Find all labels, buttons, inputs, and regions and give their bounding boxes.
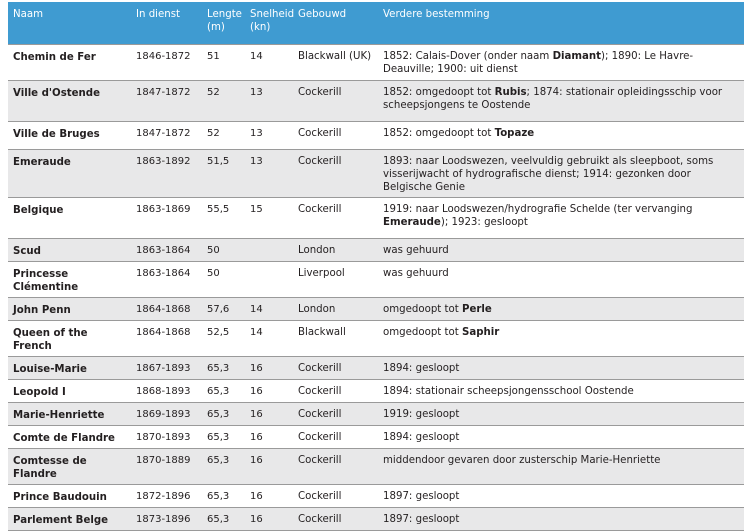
cell-gebouwd: Liverpool (293, 262, 378, 298)
cell-gebouwd: Cockerill (293, 426, 378, 449)
cell-naam: Chemin de Fer (8, 45, 131, 81)
table-row (8, 150, 744, 198)
header-lengte-unit: (m) (207, 22, 225, 33)
cell-naam: Princesse Clémentine (8, 262, 131, 298)
cell-bestemming (378, 298, 744, 321)
header-lengte-label: Lengte (207, 9, 242, 20)
bestemming-text: 1894: gesloopt (383, 432, 460, 443)
cell-in-dienst: 1873-1896 (131, 508, 202, 531)
cell-lengte: 65,3 (202, 357, 245, 380)
bestemming-text: 1852: Calais-Dover (onder naam (383, 51, 553, 62)
cell-bestemming (378, 380, 744, 403)
cell-lengte: 52 (202, 81, 245, 122)
table-row (8, 508, 744, 531)
table-row (8, 357, 744, 380)
cell-snelheid: 16 (245, 357, 293, 380)
bestemming-text: omgedoopt tot (383, 327, 462, 338)
cell-lengte: 65,3 (202, 403, 245, 426)
cell-bestemming (378, 122, 744, 150)
cell-bestemming (378, 485, 744, 508)
ship-name-highlight: Rubis (494, 87, 527, 98)
cell-bestemming (378, 508, 744, 531)
cell-bestemming (378, 150, 744, 198)
bestemming-text: 1919: naar Loodswezen/hydrografie Schelde (ter vervanging (383, 204, 693, 215)
cell-gebouwd: Cockerill (293, 81, 378, 122)
bestemming-text: 1919: gesloopt (383, 409, 460, 420)
cell-lengte: 65,3 (202, 449, 245, 485)
cell-in-dienst: 1870-1893 (131, 426, 202, 449)
ship-name-highlight: Saphir (461, 327, 500, 338)
cell-bestemming (378, 262, 744, 298)
table-row (8, 262, 744, 298)
table-row (8, 198, 744, 239)
cell-lengte: 51 (202, 45, 245, 81)
cell-snelheid (245, 262, 293, 298)
cell-in-dienst: 1863-1892 (131, 150, 202, 198)
cell-bestemming (378, 81, 744, 122)
cell-snelheid: 16 (245, 449, 293, 485)
cell-lengte: 65,3 (202, 426, 245, 449)
bestemming-text: was gehuurd (383, 268, 449, 279)
cell-in-dienst: 1864-1868 (131, 321, 202, 357)
cell-in-dienst: 1846-1872 (131, 45, 202, 81)
header-lengte (202, 2, 245, 45)
cell-in-dienst: 1847-1872 (131, 122, 202, 150)
bestemming-text: was gehuurd (383, 245, 449, 256)
cell-bestemming (378, 357, 744, 380)
cell-naam: Ville d'Ostende (8, 81, 131, 122)
cell-lengte: 65,3 (202, 485, 245, 508)
bestemming-text: middendoor gevaren door zusterschip Marie-Henriette (383, 455, 661, 466)
cell-in-dienst: 1847-1872 (131, 81, 202, 122)
cell-gebouwd: Cockerill (293, 403, 378, 426)
cell-lengte: 51,5 (202, 150, 245, 198)
cell-bestemming (378, 426, 744, 449)
cell-naam: Marie-Henriette (8, 403, 131, 426)
header-bestemming: Verdere bestemming (378, 2, 744, 45)
cell-snelheid: 13 (245, 81, 293, 122)
cell-naam: Parlement Belge (8, 508, 131, 531)
cell-snelheid: 14 (245, 298, 293, 321)
cell-gebouwd: Cockerill (293, 485, 378, 508)
cell-naam: Belgique (8, 198, 131, 239)
cell-snelheid: 14 (245, 321, 293, 357)
cell-bestemming (378, 403, 744, 426)
bestemming-text: 1852: omgedoopt tot (383, 87, 495, 98)
cell-gebouwd: Blackwall (293, 321, 378, 357)
cell-in-dienst: 1868-1893 (131, 380, 202, 403)
cell-naam: Leopold I (8, 380, 131, 403)
ship-name-highlight: Diamant (552, 51, 602, 62)
cell-gebouwd: London (293, 239, 378, 262)
cell-snelheid: 16 (245, 403, 293, 426)
bestemming-text: 1893: naar Loodswezen, veelvuldig gebruikt als sleepboot, soms visserijwacht of hydrografische dienst; 1914: gezonken door Belgische Genie (383, 156, 714, 193)
cell-in-dienst: 1872-1896 (131, 485, 202, 508)
cell-naam: Scud (8, 239, 131, 262)
cell-gebouwd: Blackwall (UK) (293, 45, 378, 81)
cell-snelheid: 16 (245, 508, 293, 531)
cell-naam: Emeraude (8, 150, 131, 198)
cell-lengte: 50 (202, 262, 245, 298)
cell-gebouwd: Cockerill (293, 508, 378, 531)
cell-snelheid: 13 (245, 122, 293, 150)
cell-gebouwd: London (293, 298, 378, 321)
bestemming-text: 1852: omgedoopt tot (383, 128, 495, 139)
table-row (8, 426, 744, 449)
cell-lengte: 55,5 (202, 198, 245, 239)
cell-naam: Queen of the French (8, 321, 131, 357)
table-row (8, 321, 744, 357)
cell-lengte: 57,6 (202, 298, 245, 321)
table-row (8, 81, 744, 122)
cell-snelheid: 16 (245, 485, 293, 508)
table-row (8, 449, 744, 485)
cell-naam: Comte de Flandre (8, 426, 131, 449)
header-in-dienst: In dienst (131, 2, 202, 45)
header-row (8, 2, 744, 45)
cell-gebouwd: Cockerill (293, 198, 378, 239)
bestemming-text: ; 1874: stationair opleidingsschip voor scheepsjongens te Oostende (383, 87, 723, 111)
table-row (8, 45, 744, 81)
cell-snelheid: 14 (245, 45, 293, 81)
cell-gebouwd: Cockerill (293, 380, 378, 403)
cell-snelheid: 16 (245, 380, 293, 403)
cell-naam: Prince Baudouin (8, 485, 131, 508)
cell-bestemming (378, 198, 744, 239)
cell-lengte: 65,3 (202, 380, 245, 403)
table-row (8, 298, 744, 321)
header-snelheid-label: Snelheid (250, 9, 295, 20)
table-row (8, 122, 744, 150)
table-body (8, 45, 744, 531)
cell-gebouwd: Cockerill (293, 357, 378, 380)
cell-bestemming (378, 449, 744, 485)
bestemming-text: 1894: gesloopt (383, 363, 460, 374)
ship-name-highlight: Perle (461, 304, 492, 315)
cell-bestemming (378, 45, 744, 81)
cell-in-dienst: 1863-1869 (131, 198, 202, 239)
cell-naam: Comtesse de Flandre (8, 449, 131, 485)
cell-in-dienst: 1863-1864 (131, 262, 202, 298)
cell-snelheid: 15 (245, 198, 293, 239)
cell-lengte: 50 (202, 239, 245, 262)
cell-naam: Louise-Marie (8, 357, 131, 380)
bestemming-text: 1894: stationair scheepsjongensschool Oostende (383, 386, 634, 397)
bestemming-text: omgedoopt tot (383, 304, 462, 315)
ships-table (8, 2, 744, 531)
cell-in-dienst: 1867-1893 (131, 357, 202, 380)
header-snelheid (245, 2, 293, 45)
bestemming-text: 1897: gesloopt (383, 491, 460, 502)
bestemming-text: 1897: gesloopt (383, 514, 460, 525)
cell-naam: Ville de Bruges (8, 122, 131, 150)
cell-in-dienst: 1870-1889 (131, 449, 202, 485)
header-snelheid-unit: (kn) (250, 22, 271, 33)
header-gebouwd: Gebouwd (293, 2, 378, 45)
cell-in-dienst: 1869-1893 (131, 403, 202, 426)
ship-name-highlight: Topaze (494, 128, 535, 139)
ship-name-highlight: Emeraude (383, 217, 441, 228)
cell-snelheid (245, 239, 293, 262)
header-naam: Naam (8, 2, 131, 45)
table-row (8, 403, 744, 426)
cell-lengte: 52 (202, 122, 245, 150)
cell-gebouwd: Cockerill (293, 150, 378, 198)
cell-bestemming (378, 239, 744, 262)
cell-lengte: 52,5 (202, 321, 245, 357)
cell-gebouwd: Cockerill (293, 122, 378, 150)
cell-snelheid: 13 (245, 150, 293, 198)
cell-bestemming (378, 321, 744, 357)
table-row (8, 380, 744, 403)
cell-in-dienst: 1864-1868 (131, 298, 202, 321)
cell-gebouwd: Cockerill (293, 449, 378, 485)
table-row (8, 485, 744, 508)
cell-naam: John Penn (8, 298, 131, 321)
bestemming-text: ); 1923: gesloopt (440, 217, 528, 228)
table-row (8, 239, 744, 262)
cell-in-dienst: 1863-1864 (131, 239, 202, 262)
cell-lengte: 65,3 (202, 508, 245, 531)
table-header (8, 2, 744, 45)
cell-snelheid: 16 (245, 426, 293, 449)
bestemming-text: ); 1890: Le Havre-Deauville; 1900: uit dienst (383, 51, 694, 75)
